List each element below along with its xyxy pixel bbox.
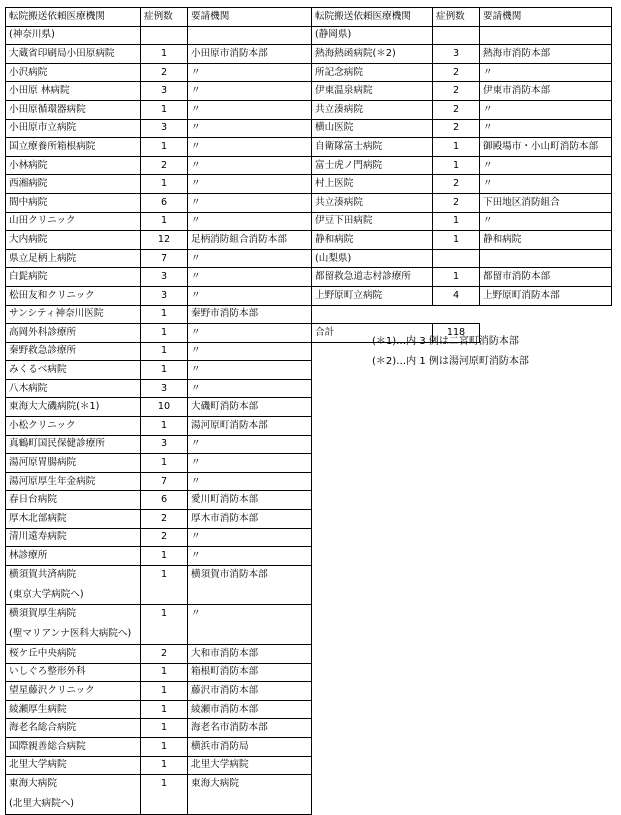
table-row — [6, 435, 312, 454]
table-row — [6, 719, 312, 738]
table-row — [6, 417, 312, 436]
table-row — [6, 565, 312, 605]
cases-cell: 118 — [433, 324, 480, 343]
agency-cell: 厚木市消防本部 — [188, 510, 312, 529]
cases-cell: 3 — [141, 379, 188, 398]
hospital-cell: 県立足柄上病院 — [6, 249, 141, 268]
agency-cell: 大磯町消防本部 — [188, 398, 312, 417]
hospital-cell: 熱海熱函病院(＊2) — [312, 45, 433, 64]
agency-cell: 〃 — [188, 379, 312, 398]
hospital-cell: 国際親善総合病院 — [6, 737, 141, 756]
hospital-cell: 高岡外科診療所 — [6, 324, 141, 343]
cases-cell — [433, 26, 480, 45]
agency-cell: 愛川町消防本部 — [188, 491, 312, 510]
hospital-cell: 小田原市立病院 — [6, 119, 141, 138]
agency-cell — [480, 305, 612, 324]
table-row — [312, 175, 612, 194]
cases-cell: 1 — [141, 138, 188, 157]
hospital-name: 横須賀厚生病院 — [9, 608, 77, 620]
cases-cell: 1 — [141, 342, 188, 361]
table-row — [312, 193, 612, 212]
hospital-cell: 大内病院 — [6, 231, 141, 250]
table-row — [6, 212, 312, 231]
cases-cell: 3 — [141, 286, 188, 305]
hospital-transfer-note: (北里大病院へ) — [9, 798, 75, 810]
table-row — [6, 700, 312, 719]
table-row — [6, 682, 312, 701]
hospital-cell: 望星藤沢クリニック — [6, 682, 141, 701]
hospital-cell: 松田友和クリニック — [6, 286, 141, 305]
table-row — [6, 286, 312, 305]
hospital-cell: 北里大学病院 — [6, 756, 141, 775]
cases-cell: 1 — [141, 212, 188, 231]
table-row — [312, 45, 612, 64]
agency-cell: 〃 — [188, 435, 312, 454]
table-row — [6, 268, 312, 287]
hospital-cell: 大蔵省印刷局小田原病院 — [6, 45, 141, 64]
hospital-cell: 小松クリニック — [6, 417, 141, 436]
agency-cell: 〃 — [188, 268, 312, 287]
cases-cell: 2 — [141, 528, 188, 547]
hospital-cell: 自衛隊富士病院 — [312, 138, 433, 157]
agency-cell: 〃 — [188, 82, 312, 101]
cases-cell: 1 — [141, 565, 188, 605]
table-row — [312, 156, 612, 175]
cases-cell: 1 — [141, 45, 188, 64]
header-agency: 要請機関 — [480, 8, 612, 27]
agency-cell: 北里大学病院 — [188, 756, 312, 775]
cases-cell: 1 — [141, 700, 188, 719]
header-cases: 症例数 — [433, 8, 480, 27]
agency-cell: 静和病院 — [480, 231, 612, 250]
cases-cell: 10 — [141, 398, 188, 417]
agency-cell: 〃 — [188, 472, 312, 491]
cases-cell: 1 — [141, 100, 188, 119]
header-hospital: 転院搬送依頼医療機関 — [312, 8, 433, 27]
hospital-cell: 小田原 林病院 — [6, 82, 141, 101]
table-row — [6, 305, 312, 324]
cases-cell: 2 — [433, 119, 480, 138]
hospital-cell: いしぐろ整形外科 — [6, 663, 141, 682]
table-row — [6, 398, 312, 417]
cases-cell — [433, 305, 480, 324]
cases-cell: 4 — [433, 286, 480, 305]
table-row — [6, 100, 312, 119]
table-row — [6, 472, 312, 491]
table-row — [6, 379, 312, 398]
hospital-cell: 共立湊病院 — [312, 193, 433, 212]
cases-cell: 1 — [141, 305, 188, 324]
agency-cell: 下田地区消防組合 — [480, 193, 612, 212]
table-row — [6, 454, 312, 473]
agency-cell: 海老名市消防本部 — [188, 719, 312, 738]
agency-cell: 〃 — [188, 342, 312, 361]
hospital-cell: (山梨県) — [312, 249, 433, 268]
hospital-cell: 富士虎ノ門病院 — [312, 156, 433, 175]
table-row — [6, 82, 312, 101]
agency-cell: 〃 — [188, 63, 312, 82]
table-row — [6, 756, 312, 775]
cases-cell: 3 — [141, 82, 188, 101]
header-hospital: 転院搬送依頼医療機関 — [6, 8, 141, 27]
hospital-cell: 山田クリニック — [6, 212, 141, 231]
table-row — [6, 775, 312, 815]
hospital-cell: 海老名総合病院 — [6, 719, 141, 738]
agency-cell: 〃 — [188, 138, 312, 157]
hospital-cell: 八木病院 — [6, 379, 141, 398]
cases-cell: 1 — [141, 324, 188, 343]
table-row — [6, 324, 312, 343]
cases-cell: 6 — [141, 491, 188, 510]
shizuoka-yamanashi-table — [311, 7, 612, 343]
table-row — [6, 547, 312, 566]
cases-cell: 3 — [433, 45, 480, 64]
cases-cell: 6 — [141, 193, 188, 212]
agency-cell: 〃 — [480, 100, 612, 119]
table-row — [6, 26, 312, 45]
agency-cell: 〃 — [188, 119, 312, 138]
table-row — [6, 156, 312, 175]
hospital-cell — [6, 605, 141, 645]
agency-cell: 秦野市消防本部 — [188, 305, 312, 324]
hospital-cell: 厚木北部病院 — [6, 510, 141, 529]
agency-cell: 横浜市消防局 — [188, 737, 312, 756]
table-row — [6, 605, 312, 645]
agency-cell: 〃 — [480, 212, 612, 231]
table-row — [6, 645, 312, 664]
agency-cell: 伊東市消防本部 — [480, 82, 612, 101]
cases-cell: 3 — [141, 435, 188, 454]
table-row — [6, 175, 312, 194]
hospital-cell: 小田原循環器病院 — [6, 100, 141, 119]
table-row — [6, 119, 312, 138]
hospital-cell — [312, 305, 433, 324]
cases-cell: 2 — [433, 63, 480, 82]
hospital-cell: (静岡県) — [312, 26, 433, 45]
cases-cell: 2 — [141, 156, 188, 175]
agency-cell: 〃 — [480, 119, 612, 138]
header-cases: 症例数 — [141, 8, 188, 27]
table-row — [6, 249, 312, 268]
hospital-name: 横須賀共済病院 — [9, 568, 77, 580]
table-row — [6, 528, 312, 547]
cases-cell: 2 — [433, 82, 480, 101]
hospital-cell: 合計 — [312, 324, 433, 343]
table-row — [6, 737, 312, 756]
cases-cell: 1 — [141, 737, 188, 756]
hospital-cell: 間中病院 — [6, 193, 141, 212]
hospital-cell: 桜ケ丘中央病院 — [6, 645, 141, 664]
agency-cell: 熱海市消防本部 — [480, 45, 612, 64]
table-row — [312, 231, 612, 250]
hospital-cell: 西湘病院 — [6, 175, 141, 194]
agency-cell: 〃 — [188, 100, 312, 119]
agency-cell: 〃 — [480, 156, 612, 175]
hospital-cell: 白髭病院 — [6, 268, 141, 287]
agency-cell: 上野原町消防本部 — [480, 286, 612, 305]
cases-cell: 3 — [141, 268, 188, 287]
hospital-cell: 都留救急道志村診療所 — [312, 268, 433, 287]
hospital-cell: 伊東温泉病院 — [312, 82, 433, 101]
agency-cell: 東海大病院 — [188, 775, 312, 815]
cases-cell: 1 — [141, 417, 188, 436]
cases-cell: 1 — [433, 268, 480, 287]
cases-cell: 1 — [141, 361, 188, 380]
hospital-cell: みくるべ病院 — [6, 361, 141, 380]
agency-cell: 〃 — [188, 528, 312, 547]
cases-cell: 3 — [141, 119, 188, 138]
cases-cell: 1 — [433, 156, 480, 175]
hospital-cell: 上野原町立病院 — [312, 286, 433, 305]
cases-cell: 1 — [433, 212, 480, 231]
hospital-cell: 綾瀬厚生病院 — [6, 700, 141, 719]
table-row — [6, 45, 312, 64]
table-row — [6, 138, 312, 157]
table-row — [312, 286, 612, 305]
hospital-cell: 清川遠寿病院 — [6, 528, 141, 547]
cases-cell: 2 — [433, 193, 480, 212]
agency-cell: 藤沢市消防本部 — [188, 682, 312, 701]
hospital-cell — [6, 775, 141, 815]
table-row — [312, 26, 612, 45]
agency-cell: 〃 — [188, 175, 312, 194]
hospital-cell: 湯河原厚生年金病院 — [6, 472, 141, 491]
footnote-2: (＊2)…内 1 例は湯河原町消防本部 — [372, 356, 529, 367]
agency-cell: 〃 — [188, 324, 312, 343]
agency-cell — [480, 26, 612, 45]
agency-cell: 〃 — [188, 361, 312, 380]
cases-cell: 7 — [141, 249, 188, 268]
hospital-cell: 村上医院 — [312, 175, 433, 194]
table-row — [312, 82, 612, 101]
header-row — [6, 8, 312, 27]
hospital-cell: 小沢病院 — [6, 63, 141, 82]
cases-cell: 1 — [141, 454, 188, 473]
agency-cell: 御殿場市・小山町消防本部 — [480, 138, 612, 157]
table-row — [6, 342, 312, 361]
table-row — [6, 193, 312, 212]
table-row — [312, 212, 612, 231]
table-row — [312, 305, 612, 324]
agency-cell: 大和市消防本部 — [188, 645, 312, 664]
cases-cell — [433, 249, 480, 268]
table-row — [312, 138, 612, 157]
cases-cell: 12 — [141, 231, 188, 250]
table-row — [6, 63, 312, 82]
cases-cell: 1 — [141, 175, 188, 194]
cases-cell: 7 — [141, 472, 188, 491]
agency-cell: 〃 — [188, 156, 312, 175]
kanagawa-table — [5, 7, 312, 815]
cases-cell: 2 — [141, 63, 188, 82]
agency-cell: 〃 — [188, 212, 312, 231]
cases-cell — [141, 26, 188, 45]
hospital-cell: 真鶴町国民保健診療所 — [6, 435, 141, 454]
cases-cell: 1 — [433, 138, 480, 157]
hospital-cell: 林診療所 — [6, 547, 141, 566]
hospital-cell: 伊豆下田病院 — [312, 212, 433, 231]
hospital-cell: 所記念病院 — [312, 63, 433, 82]
table-row — [6, 361, 312, 380]
table-row — [312, 63, 612, 82]
agency-cell: 湯河原町消防本部 — [188, 417, 312, 436]
agency-cell: 〃 — [188, 547, 312, 566]
header-agency: 要請機関 — [188, 8, 312, 27]
agency-cell: 〃 — [480, 63, 612, 82]
hospital-cell: 湯河原胃腸病院 — [6, 454, 141, 473]
header-row — [312, 8, 612, 27]
agency-cell: 〃 — [188, 286, 312, 305]
cases-cell: 1 — [141, 775, 188, 815]
agency-cell: 都留市消防本部 — [480, 268, 612, 287]
hospital-cell: (神奈川県) — [6, 26, 141, 45]
hospital-cell — [6, 565, 141, 605]
hospital-cell: 共立湊病院 — [312, 100, 433, 119]
agency-cell: 〃 — [480, 175, 612, 194]
hospital-cell: 静和病院 — [312, 231, 433, 250]
table-row — [6, 510, 312, 529]
cases-cell: 1 — [141, 682, 188, 701]
hospital-cell: 春日台病院 — [6, 491, 141, 510]
agency-cell: 〃 — [188, 193, 312, 212]
agency-cell: 〃 — [188, 454, 312, 473]
hospital-name: 東海大病院 — [9, 778, 57, 790]
hospital-cell: 横山医院 — [312, 119, 433, 138]
hospital-cell: 東海大大磯病院(＊1) — [6, 398, 141, 417]
cases-cell: 2 — [433, 175, 480, 194]
cases-cell: 2 — [433, 100, 480, 119]
cases-cell: 1 — [141, 605, 188, 645]
table-row — [312, 119, 612, 138]
cases-cell: 1 — [141, 756, 188, 775]
hospital-cell: 国立療養所箱根病院 — [6, 138, 141, 157]
table-row — [312, 268, 612, 287]
cases-cell: 2 — [141, 645, 188, 664]
hospital-transfer-note: (聖マリアンナ医科大病院へ) — [9, 628, 132, 640]
table-row — [6, 231, 312, 250]
hospital-cell: 小林病院 — [6, 156, 141, 175]
table-row — [6, 663, 312, 682]
cases-cell: 1 — [433, 231, 480, 250]
cases-cell: 1 — [141, 547, 188, 566]
agency-cell — [188, 26, 312, 45]
table-row — [312, 100, 612, 119]
cases-cell: 1 — [141, 663, 188, 682]
cases-cell: 2 — [141, 510, 188, 529]
footnote-1: (＊1)…内 3 例は二宮町消防本部 — [372, 336, 519, 347]
agency-cell: 〃 — [188, 249, 312, 268]
agency-cell: 足柄消防組合消防本部 — [188, 231, 312, 250]
cases-cell: 1 — [141, 719, 188, 738]
hospital-transfer-note: (東京大学病院へ) — [9, 588, 84, 600]
agency-cell: 〃 — [188, 605, 312, 645]
agency-cell: 小田原市消防本部 — [188, 45, 312, 64]
agency-cell — [480, 249, 612, 268]
agency-cell: 綾瀬市消防本部 — [188, 700, 312, 719]
table-row — [312, 249, 612, 268]
agency-cell: 箱根町消防本部 — [188, 663, 312, 682]
hospital-cell: 秦野救急診療所 — [6, 342, 141, 361]
table-row — [6, 491, 312, 510]
hospital-cell: サンシティ神奈川医院 — [6, 305, 141, 324]
agency-cell: 横須賀市消防本部 — [188, 565, 312, 605]
